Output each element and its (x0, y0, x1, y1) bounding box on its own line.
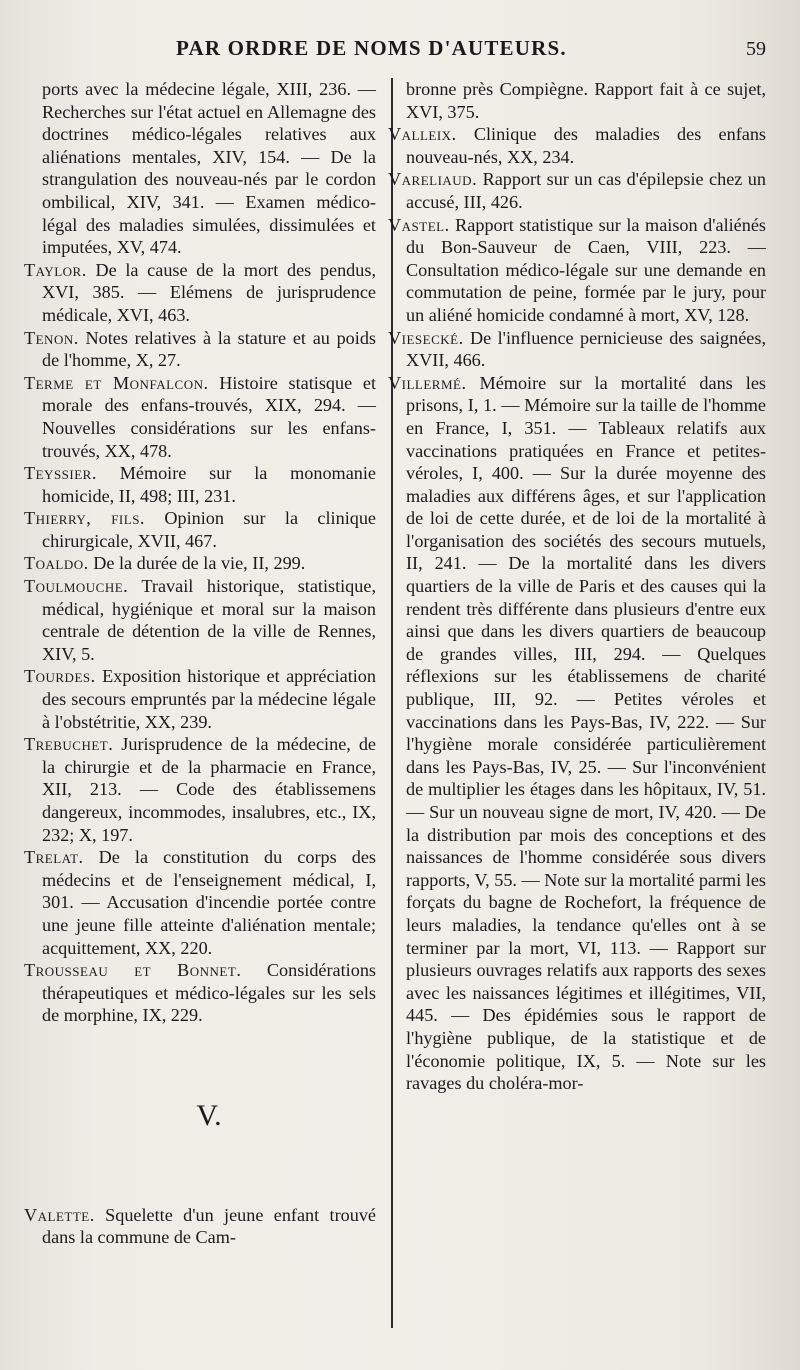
index-entry: bronne près Compiègne. Rapport fait à ce sujet, XVI, 375. (406, 79, 766, 122)
index-entry: Terme et Monfalcon. Histoire statisque et morale des enfans-trouvés, XIX, 294. — Nouvelles considérations sur les enfans-trouvés, XX, 478. (24, 372, 377, 461)
index-entry: ports avec la médecine légale, XIII, 236. — Recherches sur l'état actuel en Allemagne des doctrines médico-légales relatives aux aliénations mentales, XIV, 154. — De la strangulation des nouveau-nés par le cordon ombilical, XIV, 341. — Examen médico-légal des maladies simulées, dissimulées et imputées, XV, 474. (42, 79, 376, 258)
index-entry: Tenon. Notes relatives à la stature et au poids de l'homme, X, 27. (24, 327, 376, 371)
author-name: Trousseau et Bonnet. (24, 960, 242, 981)
index-entry: Trebuchet. Jurisprudence de la médecine, de la chirurgie et de la pharmacie en France, XII, 213. — Code des établissemens dangereux, incommodes, insalubres, etc., IX, 232; X, 197. (24, 734, 376, 845)
author-name: Trebuchet. (24, 734, 114, 755)
author-name: Tenon. (24, 327, 79, 348)
index-entry: Vastel. Rapport statistique sur la maison d'aliénés du Bon-Sauveur de Caen, VIII, 223. — Consultation médico-légale sur une demande en commutation de peine, formée par le jury, pour un aliéné homicide condamné à mort, XV, 128. (388, 214, 766, 325)
right-column (388, 78, 766, 1095)
index-entry: Trelat. De la constitution du corps des médecins et de l'enseignement médical, I, 301. — Accusation d'incendie portée contre une jeune fille atteinte d'aliénation mentale; acquittement, XX, 220. (24, 847, 376, 958)
running-title: PAR ORDRE DE NOMS D'AUTEURS. (176, 36, 567, 60)
index-entry: Valleix. Clinique des maladies des enfans nouveau-nés, XX, 234. (388, 124, 766, 167)
index-entry: Teyssier. Mémoire sur la monomanie homicide, II, 498; III, 231. (24, 463, 376, 506)
author-name: Vareliaud. (388, 169, 478, 190)
author-name: Teyssier. (24, 463, 97, 484)
index-entry: Toaldo. De la durée de la vie, II, 299. (24, 553, 306, 574)
author-name: Toaldo. (24, 553, 89, 574)
author-name: Tourdes. (24, 666, 96, 687)
author-name: Vastel. (388, 214, 450, 235)
author-name: Viesecké. (388, 327, 464, 348)
index-entry: Taylor. De la cause de la mort des pendus, XVI, 385. — Elémens de jurisprudence médicale, XVI, 463. (24, 259, 376, 325)
index-entry: Vareliaud. Rapport sur un cas d'épilepsie chez un accusé, III, 426. (388, 169, 766, 212)
section-letter: V. (196, 1098, 222, 1132)
author-name: Taylor. (24, 259, 87, 280)
author-name: Toulmouche. (24, 576, 129, 597)
index-entry: Thierry, fils. Opinion sur la clinique chirurgicale, XVII, 467. (24, 508, 377, 551)
index-entry: Toulmouche. Travail historique, statistique, médical, hygiénique et moral sur la maison centrale de détention de la ville de Rennes, XIV, 5. (24, 576, 376, 664)
page-header (0, 36, 800, 66)
author-name: Valette. (24, 1204, 95, 1225)
index-entry: Valette. Squelette d'un jeune enfant trouvé dans la commune de Cam- (24, 1204, 376, 1248)
left-column (24, 78, 376, 1249)
author-name: Terme et Monfalcon. (24, 372, 209, 393)
index-entry: Villermé. Mémoire sur la mortalité dans les prisons, I, 1. — Mémoire sur la taille de l'homme en France, I, 351. — Tableaux relatifs aux vaccinations pratiquées en France et petites-véroles, I, 400. — Sur la durée moyenne des maladies aux différens âges, et sur l'application de loi de cette durée, et de loi de la mortalité à l'organisation des sociétés des secours mutuels, II, 241. — De la mortalité dans les divers quartiers de la ville de Paris et des causes qui la rendent très différente dans plusieurs d'entre eux ainsi que dans les divers quartiers de beaucoup de grandes villes, III, 294. — Quelques réflexions sur les établissemens de charité publique, III, 92. — Petites véroles et vaccinations dans les Pays-Bas, IV, 222. — Sur l'hygiène morale considérée particulièrement dans les Pays-Bas, IV, 25. — Sur l'inconvénient de multiplier les étages dans les hôpitaux, IV, 51. — Sur un nouveau signe de mort, IV, 420. — De la distribution par mois des conceptions et des naissances de l'homme considérée sous divers rapports, V, 55. — Note sur la mortalité parmi les forçats du bagne de Rochefort, la fréquence de leurs maladies, la tendance qu'elles ont à se terminer par la mort, VI, 113. — Rapport sur plusieurs ouvrages relatifs aux rapports des sexes avec les naissances légitimes et illégitimes, VII, 445. — Des épidémies sous le rapport de l'hygiène publique, de la statistique et de l'économie politique, IX, 5. — Note sur les ravages du choléra-mor- (388, 372, 766, 1094)
index-entry: Tourdes. Exposition historique et appréciation des secours empruntés par la médecine légale à l'obstétritie, XX, 239. (24, 666, 376, 732)
page-number: 59 (746, 38, 766, 60)
author-name: Trelat. (24, 847, 84, 868)
author-name: Villermé. (388, 372, 467, 393)
author-name: Thierry, fils. (24, 508, 145, 529)
author-name: Valleix. (388, 124, 457, 145)
index-entry: Trousseau et Bonnet. Considérations thérapeutiques et médico-légales sur les sels de morphine, IX, 229. (24, 960, 377, 1026)
index-entry: Viesecké. De l'influence pernicieuse des saignées, XVII, 466. (388, 327, 766, 371)
